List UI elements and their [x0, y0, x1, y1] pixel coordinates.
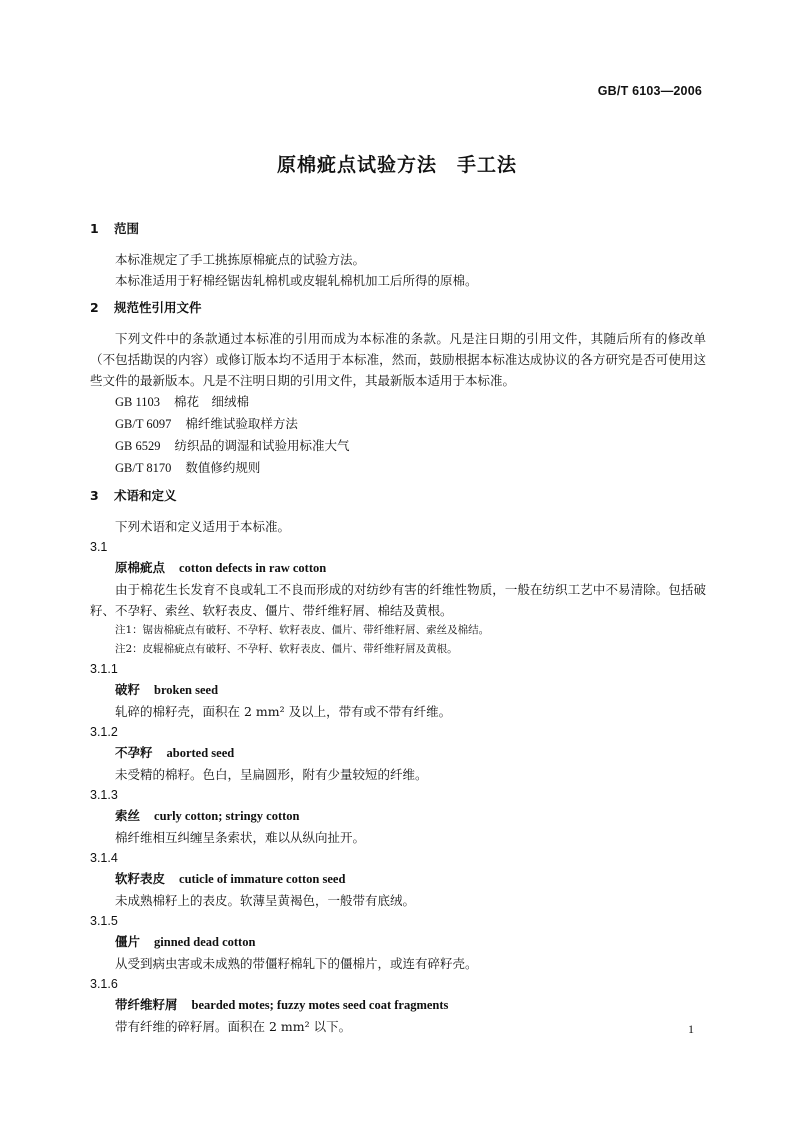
document-title: 原棉疵点试验方法 手工法 — [276, 154, 517, 176]
term-number: 3.1.6 — [90, 977, 118, 991]
document-body — [90, 220, 706, 1037]
term-heading — [90, 931, 706, 953]
term-en: bearded motes; fuzzy motes seed coat fragments — [191, 998, 449, 1012]
section-title: 范围 — [114, 221, 140, 236]
reference-item — [90, 413, 706, 435]
term-definition: 未成熟棉籽上的表皮。软薄呈黄褐色，一般带有底绒。 — [115, 893, 416, 908]
reference-item — [90, 435, 706, 457]
reference-item — [90, 391, 706, 413]
section-title: 规范性引用文件 — [114, 300, 202, 315]
paragraph: 下列文件中的条款通过本标准的引用而成为本标准的条款。凡是注日期的引用文件，其随后所有的修改单（不包括勘误的内容）或修订版本均不适用于本标准，然而，鼓励根据本标准达成协议的各方研究是否可使用这些文件的最新版本。凡是不注明日期的引用文件，其最新版本适用于本标准。 — [90, 331, 706, 388]
term-number: 3.1.5 — [90, 914, 118, 928]
term-en: aborted seed — [166, 746, 235, 760]
reference-code: GB/T 6097 — [115, 417, 172, 431]
term-heading — [90, 868, 706, 890]
term-en: curly cotton; stringy cotton — [154, 809, 300, 823]
term-zh: 不孕籽 — [115, 745, 153, 760]
term-en: ginned dead cotton — [154, 935, 256, 949]
reference-title: 棉纤维试验取样方法 — [185, 416, 298, 431]
term-number: 3.1 — [90, 540, 108, 554]
term-heading — [90, 805, 706, 827]
term-en: broken seed — [154, 683, 219, 697]
section-number: 3 — [90, 488, 99, 503]
term-number: 3.1.3 — [90, 788, 118, 802]
term-number: 3.1.2 — [90, 725, 118, 739]
reference-title: 棉花 细绒棉 — [174, 394, 250, 409]
reference-title: 数值修约规则 — [185, 460, 261, 475]
term-heading — [90, 557, 706, 579]
term-zh: 软籽表皮 — [115, 871, 166, 886]
paragraph: 下列术语和定义适用于本标准。 — [115, 519, 291, 534]
section-number: 1 — [90, 221, 99, 236]
page-number: 1 — [688, 1022, 694, 1036]
section-number: 2 — [90, 300, 99, 315]
note: 注2：皮辊棉疵点有破籽、不孕籽、软籽表皮、僵片、带纤维籽屑及黄根。 — [115, 643, 458, 655]
term-number: 3.1.1 — [90, 662, 118, 676]
term-definition: 由于棉花生长发育不良或轧工不良而形成的对纺纱有害的纤维性物质，一般在纺织工艺中不易清除。包括破籽、不孕籽、索丝、软籽表皮、僵片、带纤维籽屑、棉结及黄根。 — [90, 582, 706, 618]
term-definition: 带有纤维的碎籽屑。面积在 2 mm² 以下。 — [115, 1019, 352, 1034]
term-definition: 轧碎的棉籽壳，面积在 2 mm² 及以上，带有或不带有纤维。 — [115, 704, 452, 719]
term-heading — [90, 742, 706, 764]
reference-title: 纺织品的调湿和试验用标准大气 — [174, 438, 350, 453]
reference-item — [90, 457, 706, 479]
section-heading-scope — [90, 220, 706, 238]
paragraph: 本标准规定了手工挑拣原棉疵点的试验方法。 — [115, 252, 366, 267]
term-en: cotton defects in raw cotton — [179, 561, 327, 575]
term-en: cuticle of immature cotton seed — [179, 872, 346, 886]
term-definition: 从受到病虫害或未成熟的带僵籽棉轧下的僵棉片，或连有碎籽壳。 — [115, 956, 478, 971]
standard-number: GB/T 6103—2006 — [597, 84, 702, 98]
paragraph: 本标准适用于籽棉经锯齿轧棉机或皮辊轧棉机加工后所得的原棉。 — [115, 273, 478, 288]
section-heading-terms-definitions — [90, 487, 706, 505]
term-number: 3.1.4 — [90, 851, 118, 865]
term-zh: 原棉疵点 — [115, 560, 166, 575]
note: 注1：锯齿棉疵点有破籽、不孕籽、软籽表皮、僵片、带纤维籽屑、索丝及棉结。 — [115, 624, 490, 636]
term-zh: 索丝 — [115, 808, 141, 823]
term-zh: 破籽 — [115, 682, 141, 697]
section-title: 术语和定义 — [114, 488, 177, 503]
term-zh: 僵片 — [115, 934, 141, 949]
term-heading — [90, 679, 706, 701]
reference-code: GB/T 8170 — [115, 461, 172, 475]
term-definition: 棉纤维相互纠缠呈条索状，难以从纵向扯开。 — [115, 830, 366, 845]
term-definition: 未受精的棉籽。色白，呈扁圆形，附有少量较短的纤维。 — [115, 767, 428, 782]
term-zh: 带纤维籽屑 — [115, 997, 178, 1012]
reference-code: GB 6529 — [115, 439, 161, 453]
term-heading — [90, 994, 706, 1016]
reference-code: GB 1103 — [115, 395, 161, 409]
section-heading-normative-references — [90, 299, 706, 317]
